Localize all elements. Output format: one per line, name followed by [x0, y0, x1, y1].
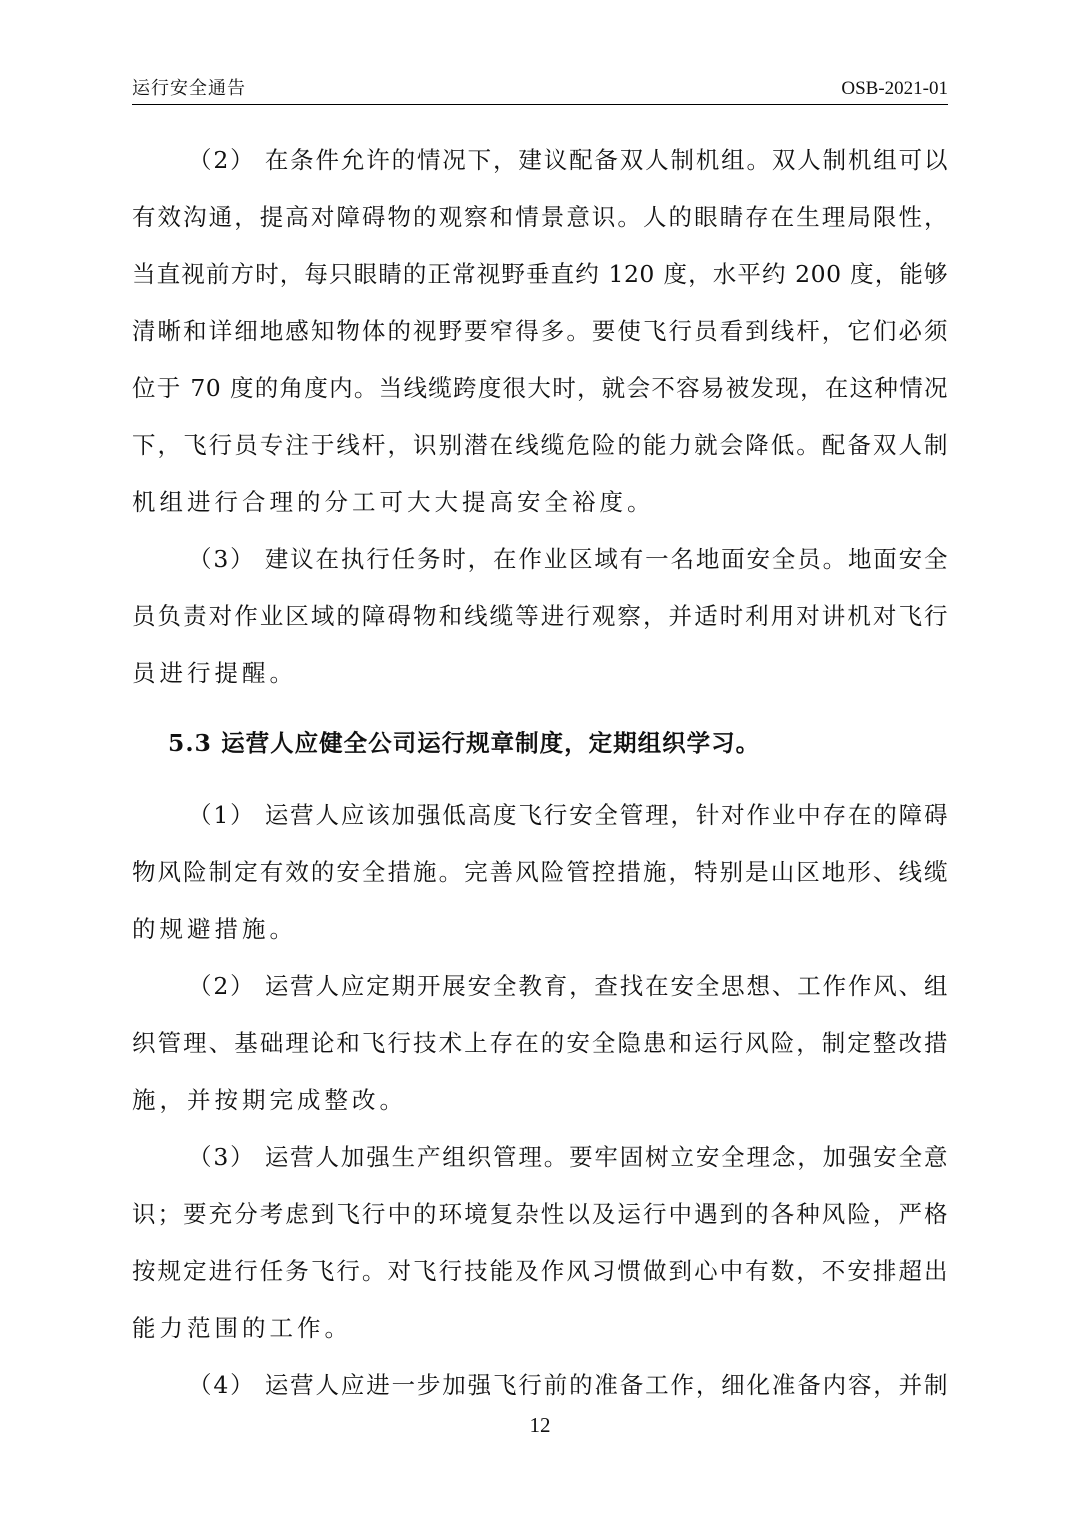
paragraph-line: （2） 运营人应定期开展安全教育，查找在安全思想、工作作风、组	[188, 972, 948, 1000]
paragraph-line: 机组进行合理的分工可大大提高安全裕度。	[132, 488, 655, 516]
page-header	[132, 74, 948, 105]
paragraph-line: 位于 70 度的角度内。当线缆跨度很大时，就会不容易被发现，在这种情况	[132, 374, 948, 402]
paragraph-line: （1） 运营人应该加强低高度飞行安全管理，针对作业中存在的障碍	[188, 801, 948, 829]
header-title: 运行安全通告	[132, 78, 246, 99]
paragraph-line: 员进行提醒。	[132, 659, 297, 687]
paragraph-line: 清晰和详细地感知物体的视野要窄得多。要使飞行员看到线杆，它们必须	[132, 317, 948, 345]
document-code: OSB-2021-01	[841, 78, 948, 99]
paragraph-line: 下，飞行员专注于线杆，识别潜在线缆危险的能力就会降低。配备双人制	[132, 431, 948, 459]
paragraph-line: 按规定进行任务飞行。对飞行技能及作风习惯做到心中有数，不安排超出	[132, 1257, 948, 1285]
paragraph-line: 物风险制定有效的安全措施。完善风险管控措施，特别是山区地形、线缆	[132, 858, 948, 886]
paragraph-line: 施，并按期完成整改。	[132, 1086, 407, 1114]
paragraph-line: 的规避措施。	[132, 915, 297, 943]
paragraph-line: （2） 在条件允许的情况下，建议配备双人制机组。双人制机组可以	[188, 146, 948, 174]
paragraph-line: 能力范围的工作。	[132, 1314, 352, 1342]
paragraph-line: （3） 运营人加强生产组织管理。要牢固树立安全理念，加强安全意	[188, 1143, 948, 1171]
section-heading: 5.3 运营人应健全公司运行规章制度，定期组织学习。	[168, 729, 761, 757]
paragraph-line: 有效沟通，提高对障碍物的观察和情景意识。人的眼睛存在生理局限性，	[132, 203, 948, 231]
paragraph-line: （3） 建议在执行任务时，在作业区域有一名地面安全员。地面安全	[188, 545, 948, 573]
paragraph-line: （4） 运营人应进一步加强飞行前的准备工作，细化准备内容，并制	[188, 1371, 948, 1399]
page-number: 12	[529, 1413, 551, 1437]
paragraph-line: 当直视前方时，每只眼睛的正常视野垂直约 120 度，水平约 200 度，能够	[132, 260, 948, 288]
paragraph-line: 织管理、基础理论和飞行技术上存在的安全隐患和运行风险，制定整改措	[132, 1029, 948, 1057]
paragraph-line: 员负责对作业区域的障碍物和线缆等进行观察，并适时利用对讲机对飞行	[132, 602, 948, 630]
paragraph-line: 识；要充分考虑到飞行中的环境复杂性以及运行中遇到的各种风险，严格	[132, 1200, 948, 1228]
